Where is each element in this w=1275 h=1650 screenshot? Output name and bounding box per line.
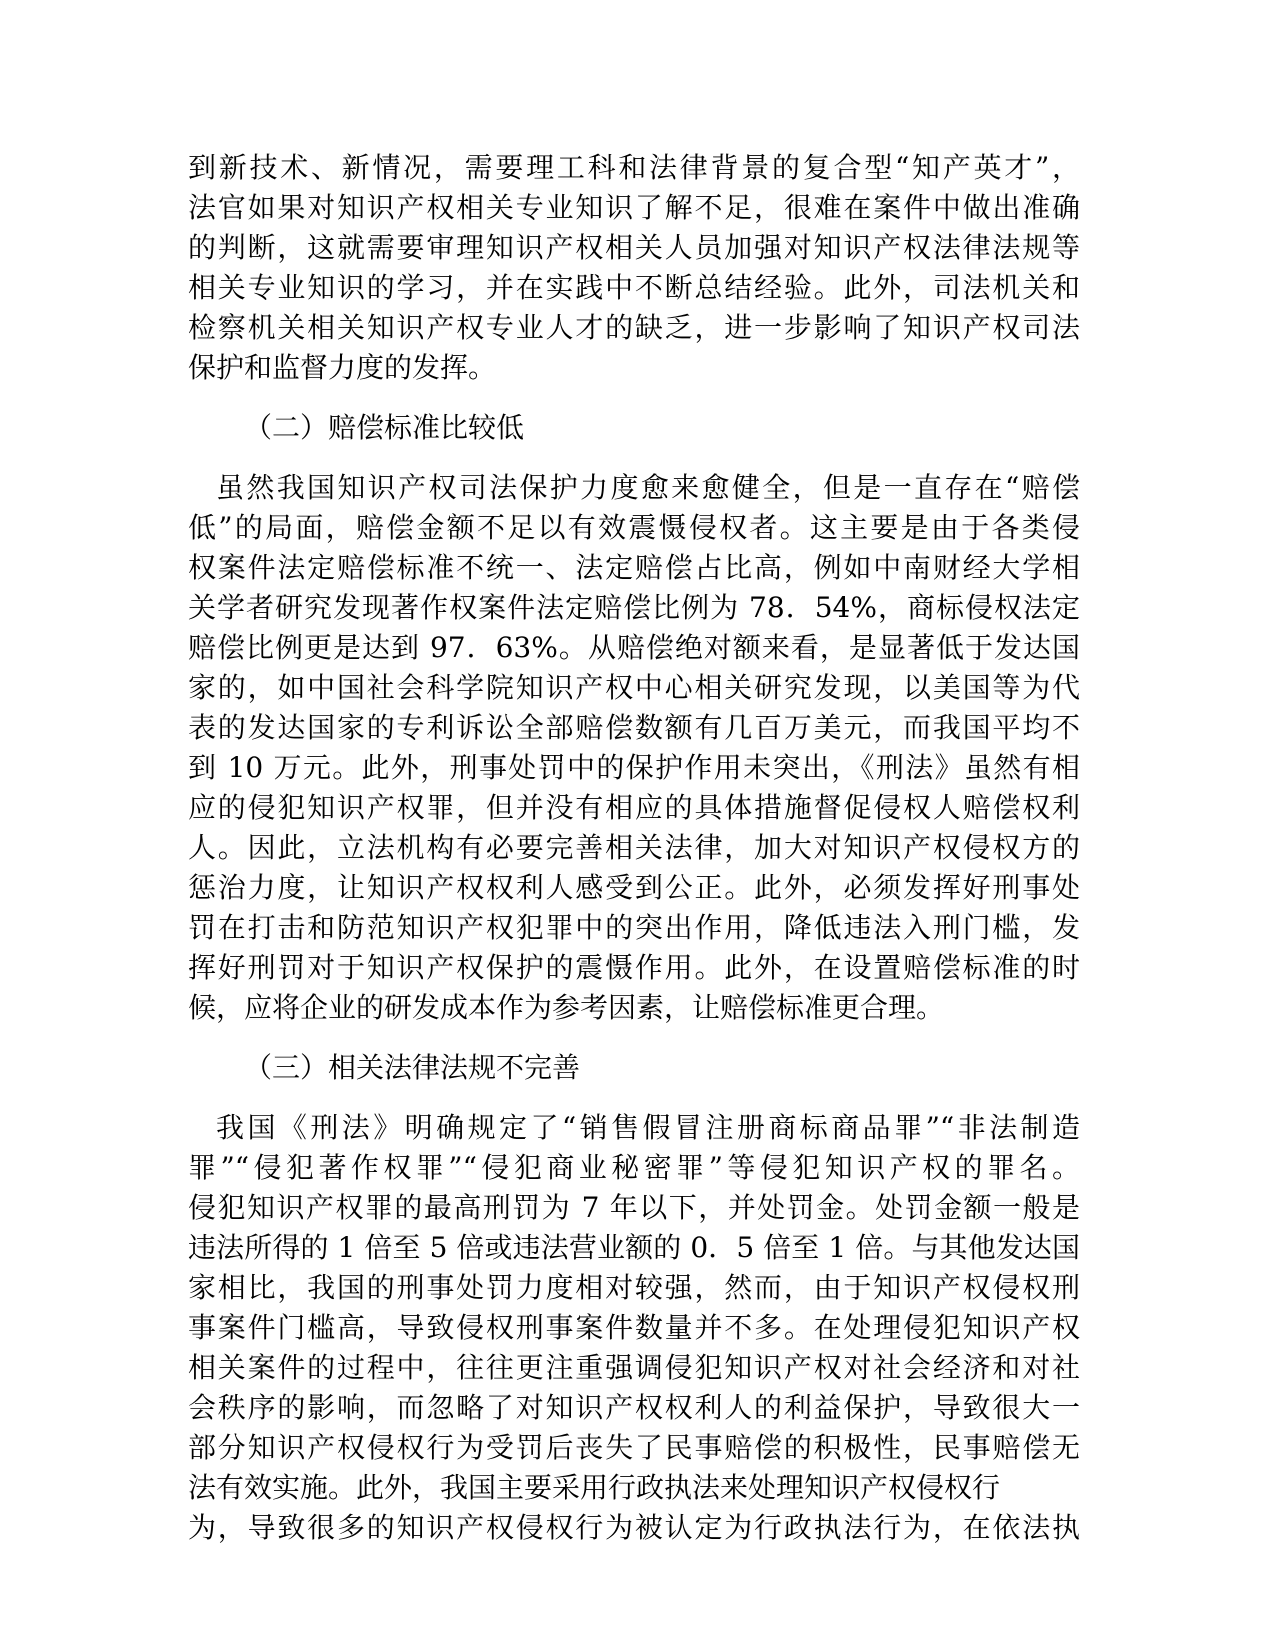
text-line: 赔偿比例更是达到 97．63%。从赔偿绝对额来看，是显著低于发达国 [188, 631, 1080, 664]
text-line: 表的发达国家的专利诉讼全部赔偿数额有几百万美元，而我国平均不 [188, 711, 1080, 744]
body-paragraph [188, 468, 1080, 1028]
text-line: 低”的局面，赔偿金额不足以有效震慑侵权者。这主要是由于各类侵 [188, 511, 1080, 544]
document-page [188, 148, 1080, 1548]
text-line: 应的侵犯知识产权罪，但并没有相应的具体措施督促侵权人赔偿权利 [188, 791, 1080, 824]
text-line: 事案件门槛高，导致侵权刑事案件数量并不多。在处理侵犯知识产权 [188, 1311, 1080, 1344]
text-line: 家相比，我国的刑事处罚力度相对较强，然而，由于知识产权侵权刑 [188, 1271, 1080, 1304]
text-line: 关学者研究发现著作权案件法定赔偿比例为 78．54%，商标侵权法定 [188, 591, 1080, 624]
body-paragraph [188, 148, 1080, 388]
text-line: 法官如果对知识产权相关专业知识了解不足，很难在案件中做出准确 [188, 191, 1080, 224]
text-line: 保护和监督力度的发挥。 [188, 351, 497, 384]
text-line: 相关案件的过程中，往往更注重强调侵犯知识产权对社会经济和对社 [188, 1351, 1080, 1384]
text-line: 到新技术、新情况，需要理工科和法律背景的复合型“知产英才”， [188, 151, 1080, 184]
text-line: 法有效实施。此外，我国主要采用行政执法来处理知识产权侵权行 [188, 1471, 1001, 1504]
text-line: 候，应将企业的研发成本作为参考因素，让赔偿标准更合理。 [188, 991, 945, 1024]
text-line: 侵犯知识产权罪的最高刑罚为 7 年以下，并处罚金。处罚金额一般是 [188, 1191, 1080, 1224]
text-line: 相关专业知识的学习，并在实践中不断总结经验。此外，司法机关和 [188, 271, 1080, 304]
text-line: 为，导致很多的知识产权侵权行为被认定为行政执法行为，在依法执 [188, 1511, 1080, 1544]
text-line: 权案件法定赔偿标准不统一、法定赔偿占比高，例如中南财经大学相 [188, 551, 1080, 584]
body-paragraph [188, 1108, 1080, 1548]
text-line: 罪”“侵犯著作权罪”“侵犯商业秘密罪”等侵犯知识产权的罪名。 [188, 1151, 1080, 1184]
text-line: 挥好刑罚对于知识产权保护的震慑作用。此外，在设置赔偿标准的时 [188, 951, 1080, 984]
text-line: 虽然我国知识产权司法保护力度愈来愈健全，但是一直存在“赔偿 [216, 471, 1080, 504]
text-line: 罚在打击和防范知识产权犯罪中的突出作用，降低违法入刑门槛，发 [188, 911, 1080, 944]
text-line: 我国《刑法》明确规定了“销售假冒注册商标商品罪”“非法制造 [216, 1111, 1080, 1144]
text-line: 惩治力度，让知识产权权利人感受到公正。此外，必须发挥好刑事处 [188, 871, 1080, 904]
text-line: 到 10 万元。此外，刑事处罚中的保护作用未突出，《刑法》虽然有相 [188, 751, 1080, 784]
text-line: 的判断，这就需要审理知识产权相关人员加强对知识产权法律法规等 [188, 231, 1080, 264]
text-line: 会秩序的影响，而忽略了对知识产权权利人的利益保护，导致很大一 [188, 1391, 1080, 1424]
text-line: 家的，如中国社会科学院知识产权中心相关研究发现，以美国等为代 [188, 671, 1080, 704]
text-line: 违法所得的 1 倍至 5 倍或违法营业额的 0．5 倍至 1 倍。与其他发达国 [188, 1231, 1080, 1264]
section-heading: （三）相关法律法规不完善 [244, 1051, 581, 1084]
text-line: 检察机关相关知识产权专业人才的缺乏，进一步影响了知识产权司法 [188, 311, 1080, 344]
section-heading: （二）赔偿标准比较低 [244, 411, 525, 444]
text-line: 人。因此，立法机构有必要完善相关法律，加大对知识产权侵权方的 [188, 831, 1080, 864]
text-line: 部分知识产权侵权行为受罚后丧失了民事赔偿的积极性，民事赔偿无 [188, 1431, 1080, 1464]
